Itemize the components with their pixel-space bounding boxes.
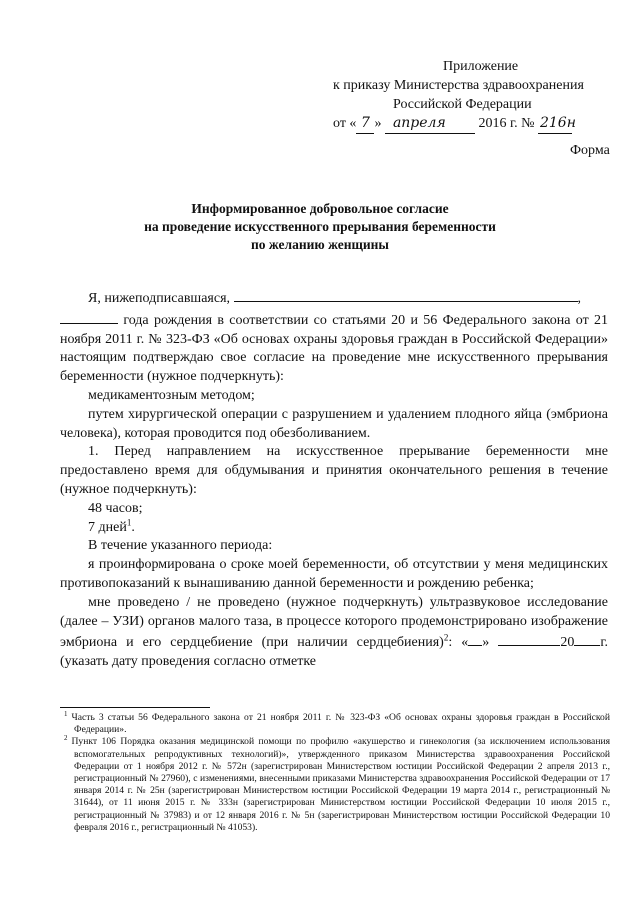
name-comma: ,	[577, 291, 582, 306]
ultrasound-text: мне проведено / не проведено (нужное подчеркнуть) ультразвуковое исследование (далее – УЗИ) органов малого таза, в процессе которого продемонстрировано изображение эмбриона и его сердцебиение (при наличии сердцебиения)	[60, 594, 608, 651]
footnote-ref-2: 2	[443, 632, 449, 643]
footnote-1-number: 1	[64, 709, 68, 718]
appendix-header	[333, 57, 633, 134]
handwritten-day: 7	[356, 114, 374, 134]
footnote-1-text: Часть 3 статьи 56 Федерального закона от 21 ноября 2011 г. № 323-ФЗ «Об основах охраны здоровья граждан в Российской Федерации».	[71, 712, 610, 736]
option-7-days-end: .	[131, 519, 135, 535]
footnotes	[60, 709, 610, 834]
birth-year-field[interactable]	[60, 309, 118, 324]
signatory-intro: Я, нижеподписавшаяся,	[88, 291, 231, 306]
ultrasound-year-field[interactable]	[574, 631, 600, 646]
year-prefix: 20	[560, 635, 575, 651]
date-close: »	[482, 635, 490, 651]
appendix-label: Приложение	[443, 59, 519, 74]
order-date-line	[333, 114, 633, 134]
title-line-2: на проведение искусственного прерывания беременности	[144, 219, 496, 234]
date-open: : «	[448, 635, 469, 651]
period-intro: В течение указанного периода:	[88, 538, 273, 554]
form-label: Форма	[570, 143, 610, 158]
option-48-hours: 48 часов;	[88, 500, 143, 516]
footnote-2	[60, 736, 610, 834]
ultrasound-day-field[interactable]	[468, 631, 482, 646]
date-quote: »	[374, 116, 382, 131]
handwritten-month: апреля	[385, 114, 475, 134]
informed-paragraph: я проинформирована о сроке моей беременности, об отсутствии у меня медицинских противопоказаний к вынашиванию данной беременности и рождению ребенка;	[60, 557, 608, 591]
ministry-country: Российской Федерации	[393, 97, 532, 112]
document-title	[100, 200, 540, 254]
ultrasound-date-note: г. (указать дату проведения согласно отметке	[60, 635, 608, 670]
option-7-days-text: 7 дней	[88, 519, 127, 535]
footnote-2-number: 2	[64, 734, 68, 743]
consent-paragraph	[60, 309, 608, 387]
ultrasound-paragraph	[60, 594, 608, 672]
reflection-paragraph: 1. Перед направлением на искусственное прерывание беременности мне предоставлено время для обдумывания и принятия окончательного решения в течение (нужное подчеркнуть):	[60, 444, 608, 497]
name-line	[60, 287, 608, 309]
title-line-3: по желанию женщины	[251, 237, 389, 252]
footnote-2-text: Пункт 106 Порядка оказания медицинской помощи по профилю «акушерство и гинекология (за исключением использования вспомогательных репродуктивных технологий)», утвержденного приказом Министерства здравоохранения Российской Федерации от 1 ноября 2012 г. № 572н (зарегистрирован Министерством юстиции Российской Федерации 2 апреля 2013 г., регистрационный № 27960), с изменениями, внесенными приказами Министерства здравоохранения Российской Федерации от 17 января 2014 г. № 25н (зарегистрирован Министерством юстиции Российской Федерации 19 марта 2014 г., регистрационный № 31644), от 11 июня 2015 г. № 333н (зарегистрирован Министерством юстиции Российской Федерации 10 июля 2015 г., регистрационный № 37983) и от 12 января 2016 г. № 5н (зарегистрирован Министерством юстиции Российской Федерации 10 февраля 2016 г., регистрационный № 41053).	[71, 736, 610, 833]
option-surgery: путем хирургической операции с разрушением и удалением плодного яйца (эмбриона человека), которая проводится под обезболиванием.	[60, 406, 608, 441]
date-prefix: от «	[333, 116, 357, 131]
title-line-1: Информированное добровольное согласие	[191, 201, 449, 216]
footnote-ref-1: 1	[126, 516, 132, 527]
order-reference: к приказу Министерства здравоохранения	[333, 78, 584, 93]
option-medication: медикаментозным методом;	[88, 387, 255, 403]
footnote-divider	[60, 707, 210, 708]
footnote-1	[60, 709, 610, 736]
date-year: 2016 г. №	[478, 116, 535, 131]
ultrasound-month-field[interactable]	[498, 631, 560, 646]
handwritten-order-number: 216н	[538, 114, 572, 134]
consent-text: года рождения в соответствии со статьями 20 и 56 Федерального закона от 21 ноября 2011 г. № 323-ФЗ «Об основах охраны здоровья граждан в Российской Федерации» настоящим подтверждаю свое согласие на проведение мне искусственного прерывания беременности (нужное подчеркнуть):	[60, 312, 608, 385]
consent-body	[60, 287, 608, 672]
option-7-days	[60, 516, 608, 538]
full-name-field[interactable]	[234, 287, 578, 302]
